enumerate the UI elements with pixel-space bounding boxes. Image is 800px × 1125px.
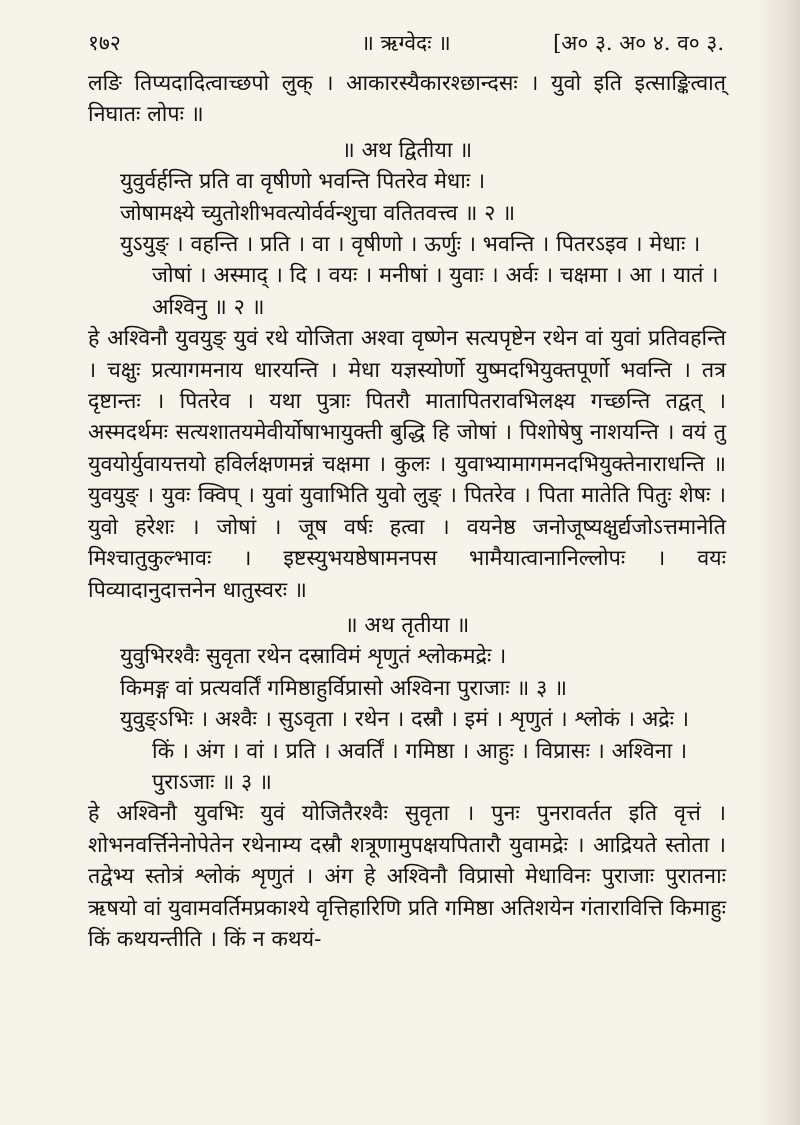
header-reference: [अ० ३. अ० ४. व० ३. xyxy=(553,31,724,55)
page-number: १७२ xyxy=(88,31,121,55)
verse-line: किमङ्ग वां प्रत्यवर्तिं गमिष्ठाहुर्विप्रासो अश्विना पुराजाः ॥ ३ ॥ xyxy=(120,675,568,701)
section-heading: ॥ अथ तृतीया ॥ xyxy=(344,612,470,638)
section-heading: ॥ अथ द्वितीया ॥ xyxy=(341,137,473,163)
verse-line: जोषामक्ष्ये च्युतोशीभवत्योर्वर्वन्शुचा वतितवत्त्व ॥ २ ॥ xyxy=(120,200,516,226)
page-body xyxy=(88,68,726,955)
page-gutter-shadow xyxy=(758,0,800,1125)
commentary-paragraph: हे अश्विनौ युवयुङ् युवं रथे योजिता अश्वा वृष्णेन सत्यपृष्टेन रथेन वां युवां प्रतिवहन्ति । चक्षुः प्रत्यागमनाय धारयन्ति । मेधा यज्ञस्योर्णो युष्मदभियुक्तपूर्णो भवन्ति । तत्र दृष्टान्तः । पितरेव । यथा पुत्राः पितरौ मातापितरावभिलक्ष्य गच्छन्ति तद्वत् । अस्मदर्थमः सत्यशातयमेवीर्योषाभायुक्ती बुद्धि हि जोषां । पिशोषेषु नाशयन्ति । वयं तु युवयोर्युवायत्तयो हविर्लक्षणमन्नं चक्षमा । कुलः । युवाभ्यामागमनदभियुक्तेनाराधन्ति ॥ युवयुङ् । युवः क्विप् । युवां युवाभिति युवो लुङ् । पितरेव । पिता मातेति पितुः शेषः । युवो हरेशः । जोषां । जूष वर्षः हत्वा । वयनेष्ठ जनोजूष्यक्षुर्द्यजोऽत्तमानेति मिश्चातुकुल्भावः । इष्टस्युभयष्ठेषामनपस भामैयात्वानानिल्लोपः । वयः पिव्यादानुदात्तनेन धातुस्वरः ॥ xyxy=(88,326,726,603)
verse-line: युवुङ्ऽभिः । अश्वैः । सुऽवृता । रथेन । दस्रौ । इमं । शृणुतं । श्लोकं । अद्रेः । xyxy=(120,707,689,733)
running-header xyxy=(88,26,724,60)
header-title: ॥ ऋग्वेदः ॥ xyxy=(361,31,451,55)
verse-line: युऽयुङ् । वहन्ति । प्रति । वा । वृषीणो । ऊर्णुः । भवन्ति । पितरऽइव । मेधाः । xyxy=(120,232,701,258)
commentary-paragraph: हे अश्विनौ युवभिः युवं योजितैरश्वैः सुवृता । पुनः पुनरावर्तत इति वृत्तं । शोभनवर्त्तिनेनोपेतेन रथेनाम्य दस्रौ शत्रूणामुपक्षयपितारौ युवामद्रेः । आद्रियते स्तोता । तद्वेभ्य स्तोत्रं श्लोकं शृणुतं । अंग हे अश्विनौ विप्रासो मेधाविनः पुराजाः पुरातनाः ऋषयो वां युवामवर्तिमप्रकाश्ये वृत्तिहारिणि प्रति गमिष्ठा अतिशयेन गंतारावित्ति किमाहुः किं कथयन्तीति । किं न कथयं- xyxy=(88,801,726,952)
verse-line: किं । अंग । वां । प्रति । अवर्तिं । गमिष्ठा । आहुः । विप्रासः । अश्विना । पुराऽजाः ॥ ३ ॥ xyxy=(152,738,688,795)
verse-line: युवुर्वर्हन्ति प्रति वा वृषीणो भवन्ति पितरेव मेधाः । xyxy=(120,169,486,195)
commentary-paragraph: लङि तिप्यदादित्वाच्छपो लुक् । आकारस्यैकारश्छान्दसः । युवो इति इत्साङ्कित्वात् निघातः लोपः ॥ xyxy=(88,71,726,128)
verse-line: युवुभिरश्वैः सुवृता रथेन दस्राविमं शृणुतं श्लोकमद्रेः । xyxy=(120,644,507,670)
verse-line: जोषां । अस्माद् । दि । वयः । मनीषां । युवाः । अर्वः । चक्षमा । आ । यातं । अश्विनु ॥ २ ॥ xyxy=(152,263,719,320)
